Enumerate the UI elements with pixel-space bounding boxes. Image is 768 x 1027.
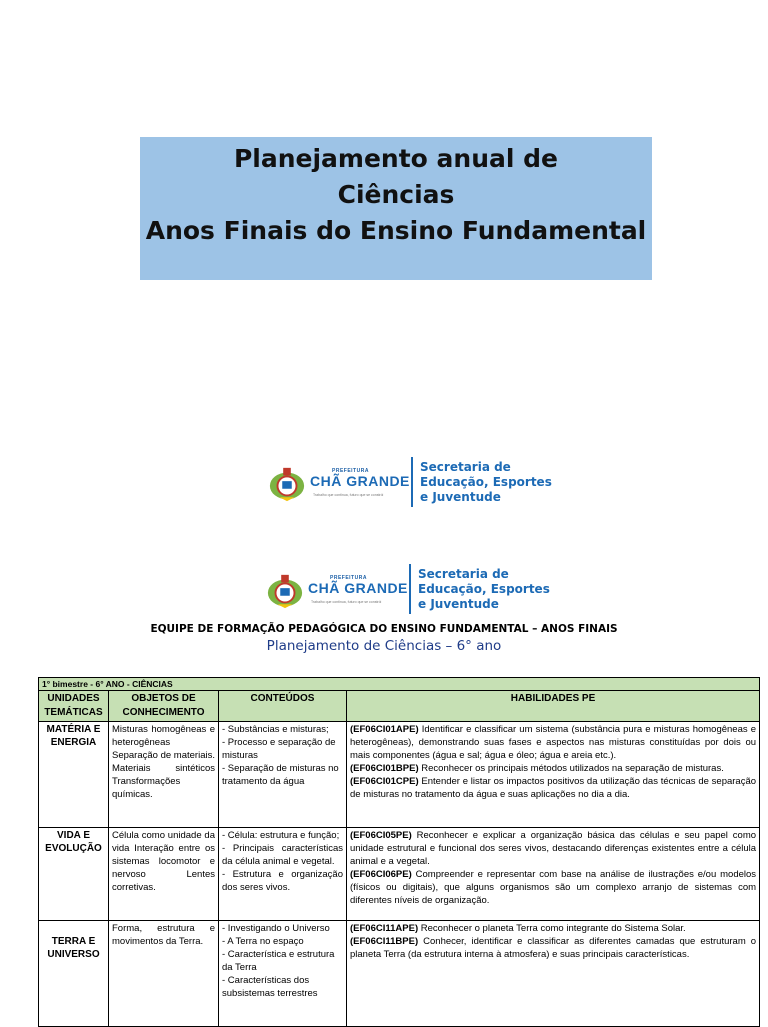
team-line: EQUIPE DE FORMAÇÃO PEDAGÓGICA DO ENSINO FUNDAMENTAL – ANOS FINAIS	[150, 623, 618, 635]
title-line-1: Planejamento anual de	[233, 144, 559, 173]
planning-table	[38, 677, 760, 1027]
city-tagline: Trabalho que continua, futuro que se constrói	[313, 493, 384, 497]
bimestre-label: 1° bimestre - 6° ANO - CIÊNCIAS	[39, 678, 760, 691]
objects-cell: Forma, estrutura e movimentos da Terra.	[109, 921, 219, 1027]
bimestre-row	[39, 678, 760, 691]
theme-cell: TERRA E UNIVERSO	[39, 921, 109, 1027]
title-line-2: Ciências	[337, 180, 455, 209]
city-name: CHÃ GRANDE	[308, 580, 408, 596]
logo-divider	[411, 457, 413, 507]
objects-cell: Célula como unidade da vida Interação entre os sistemas locomotor e nervoso Lentes corretivas.	[109, 828, 219, 921]
plan-subtitle: Planejamento de Ciências – 6° ano	[266, 638, 502, 654]
contents-cell: - Investigando o Universo - A Terra no espaço - Característica e estrutura da Terra - Características dos subsistemas terrestres	[219, 921, 347, 1027]
department-name: Secretaria de Educação, Esportes e Juventude	[418, 567, 550, 611]
theme-cell: VIDA E EVOLUÇÃO	[39, 828, 109, 921]
title-banner	[140, 137, 652, 280]
header-habilidades: HABILIDADES PE	[347, 691, 760, 722]
prefeitura-label: PREFEITURA	[332, 468, 369, 474]
header-objetos: OBJETOS DE CONHECIMENTO	[109, 691, 219, 722]
prefeitura-label: PREFEITURA	[330, 575, 367, 581]
skills-cell: (EF06CI11APE) Reconhecer o planeta Terra como integrante do Sistema Solar. (EF06CI11BPE) Conhecer, identificar e classificar as diferentes camadas que estruturam o planeta Terra (da estrutura interna à atmosfera) e suas principais características.	[347, 921, 760, 1027]
header-conteudos: CONTEÚDOS	[219, 691, 347, 722]
objects-cell: Misturas homogêneas e heterogêneas Separação de materiais. Materiais sintéticos Transformações químicas.	[109, 722, 219, 828]
department-name: Secretaria de Educação, Esportes e Juventude	[420, 460, 552, 504]
skills-cell: (EF06CI01APE) Identificar e classificar um sistema (substância pura e misturas homogêneas e heterogêneas), demonstrando suas fases e aspectos nas misturas constituídas por dois ou mais componentes (água e sal; água e óleo; água e areia etc.). (EF06CI01BPE) Reconhecer os principais métodos utilizados na separação de misturas. (EF06CI01CPE) Entender e listar os impactos positivos da utilização das técnicas de separação de misturas no tratamento da água e suas aplicações no dia a dia.	[347, 722, 760, 828]
logo-divider	[409, 564, 411, 614]
contents-cell: - Substâncias e misturas; - Processo e separação de misturas - Separação de misturas no tratamento da água	[219, 722, 347, 828]
table-row	[39, 921, 760, 1027]
city-emblem-icon	[266, 572, 304, 610]
city-tagline: Trabalho que continua, futuro que se constrói	[311, 600, 382, 604]
table-header-row	[39, 691, 760, 722]
contents-cell: - Célula: estrutura e função; - Principais características da célula animal e vegetal. - Estrutura e organização dos seres vivos.	[219, 828, 347, 921]
table-row	[39, 828, 760, 921]
city-name: CHÃ GRANDE	[310, 473, 410, 489]
city-emblem-icon	[268, 465, 306, 503]
header-unidades: UNIDADES TEMÁTICAS	[39, 691, 109, 722]
title-line-3: Anos Finais do Ensino Fundamental	[145, 216, 647, 245]
skills-cell: (EF06CI05PE) Reconhecer e explicar a organização básica das células e seu papel como unidade estrutural e funcional dos seres vivos, destacando diferenças existentes entre a célula animal e a vegetal. (EF06CI06PE) Compreender e representar com base na análise de ilustrações e/ou modelos (físicos ou digitais), que alguns organismos são um complexo arranjo de sistemas com diferentes níveis de organização.	[347, 828, 760, 921]
table-row	[39, 722, 760, 828]
theme-cell: MATÉRIA E ENERGIA	[39, 722, 109, 828]
